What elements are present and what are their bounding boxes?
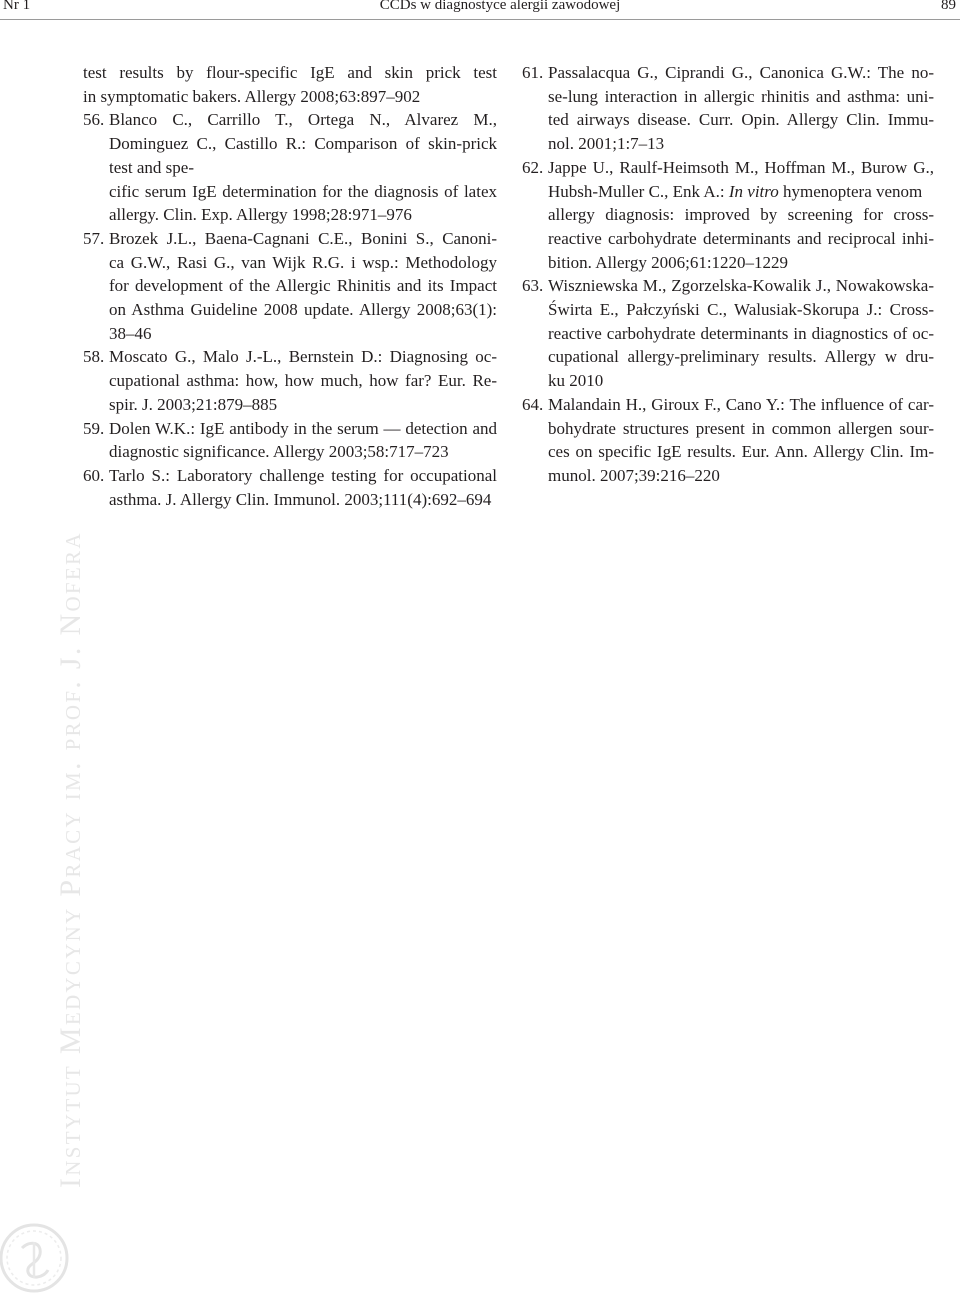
reference-line: for development of the Allergic Rhinitis and its Impact (109, 276, 497, 296)
reference-line: spir. J. 2003;21:879–885 (109, 394, 278, 414)
reference-line: Malandain H., Giroux F., Cano Y.: The influence of car- (548, 394, 934, 414)
reference-62 (522, 156, 934, 275)
reference-line: Passalacqua G., Ciprandi G., Canonica G.W.: The no- (548, 63, 934, 82)
reference-line: ted airways disease. Curr. Opin. Allergy Clin. Immu- (548, 110, 934, 130)
reference-line: reactive carbohydrate determinants and reciprocal inhi- (548, 228, 934, 248)
reference-line: Blanco C., Carrillo T., Ortega N., Alvarez M., Dominguez C., Castillo R.: Comparison of skin-prick test and spe- (109, 110, 497, 177)
reference-line-part: hymenoptera venom (778, 181, 923, 201)
reference-line: Brozek J.L., Baena-Cagnani C.E., Bonini S., Canoni- (109, 228, 497, 248)
reference-line: Jappe U., Raulf-Heimsoth M., Hoffman M., Burow G., (548, 157, 934, 177)
reference-number: 62. (522, 157, 544, 177)
reference-line: allergy. Clin. Exp. Allergy 1998;28:971–976 (109, 205, 412, 225)
reference-number: 56. (83, 110, 105, 130)
institute-seal-icon (0, 1218, 72, 1294)
reference-55-continuation (83, 61, 497, 108)
watermark-text: Instytut Medycyny Pracy im. prof. J. Nofera (54, 531, 87, 1188)
reference-line: allergy diagnosis: improved by screening for cross- (548, 205, 934, 225)
reference-line: cupational allergy-preliminary results. Allergy w dru- (548, 347, 934, 367)
reference-number: 59. (83, 418, 105, 438)
reference-number: 60. (83, 465, 105, 485)
page-number: 89 (941, 0, 956, 13)
reference-line-part: Hubsh-Muller C., Enk A.: (548, 181, 729, 201)
reference-line: Tarlo S.: Laboratory challenge testing for occupational (109, 465, 497, 485)
running-header (0, 0, 960, 20)
institute-watermark (17, 531, 87, 1190)
reference-58 (83, 345, 497, 416)
reference-line: Dolen W.K.: IgE antibody in the serum — detection and (109, 418, 497, 438)
reference-61 (522, 61, 934, 156)
reference-number: 63. (522, 276, 544, 296)
reference-63 (522, 274, 934, 393)
reference-number: 58. (83, 347, 105, 367)
reference-59 (83, 417, 497, 464)
reference-line: in symptomatic bakers. Allergy 2008;63:897–902 (83, 86, 421, 106)
reference-number: 64. (522, 394, 544, 414)
references-right-column (522, 61, 934, 488)
reference-number: 61. (522, 63, 544, 82)
reference-line: on Asthma Guideline 2008 update. Allergy 2008;63(1): (109, 300, 497, 320)
reference-line: ku 2010 (548, 371, 604, 391)
reference-line: munol. 2007;39:216–220 (548, 465, 720, 485)
reference-57 (83, 227, 497, 346)
reference-line: bition. Allergy 2006;61:1220–1229 (548, 252, 789, 272)
reference-line: test results by flour-specific IgE and skin prick test (83, 63, 497, 82)
italic-phrase: In vitro (728, 181, 779, 201)
reference-60 (83, 464, 497, 511)
issue-number: Nr 1 (3, 0, 31, 13)
running-title: CCDs w diagnostyce alergii zawodowej (379, 0, 621, 13)
reference-line: bohydrate structures present in common allergen sour- (548, 418, 934, 438)
reference-line: diagnostic significance. Allergy 2003;58:717–723 (109, 442, 449, 462)
reference-line: cific serum IgE determination for the diagnosis of latex (109, 181, 497, 201)
reference-64 (522, 393, 934, 488)
reference-number: 57. (83, 228, 105, 248)
reference-line: ca G.W., Rasi G., van Wijk R.G. i wsp.: Methodology (109, 252, 497, 272)
reference-line: 38–46 (109, 323, 152, 343)
reference-line: cupational asthma: how, how much, how far? Eur. Re- (109, 371, 497, 391)
reference-line: se-lung interaction in allergic rhinitis and asthma: uni- (548, 86, 934, 106)
reference-line: Świrta E., Pałczyński C., Walusiak-Skorupa J.: Cross- (548, 300, 934, 320)
reference-line: reactive carbohydrate determinants in diagnostics of oc- (548, 323, 934, 343)
references-left-column (83, 61, 497, 511)
reference-line-with-italic (522, 180, 934, 204)
reference-line: Wiszniewska M., Zgorzelska-Kowalik J., Nowakowska- (548, 276, 934, 296)
reference-line: nol. 2001;1:7–13 (548, 134, 665, 154)
reference-56 (83, 108, 497, 227)
reference-line: Moscato G., Malo J.-L., Bernstein D.: Diagnosing oc- (109, 347, 497, 367)
reference-line: ces on specific IgE results. Eur. Ann. Allergy Clin. Im- (548, 442, 934, 462)
reference-line: asthma. J. Allergy Clin. Immunol. 2003;111(4):692–694 (109, 489, 492, 509)
